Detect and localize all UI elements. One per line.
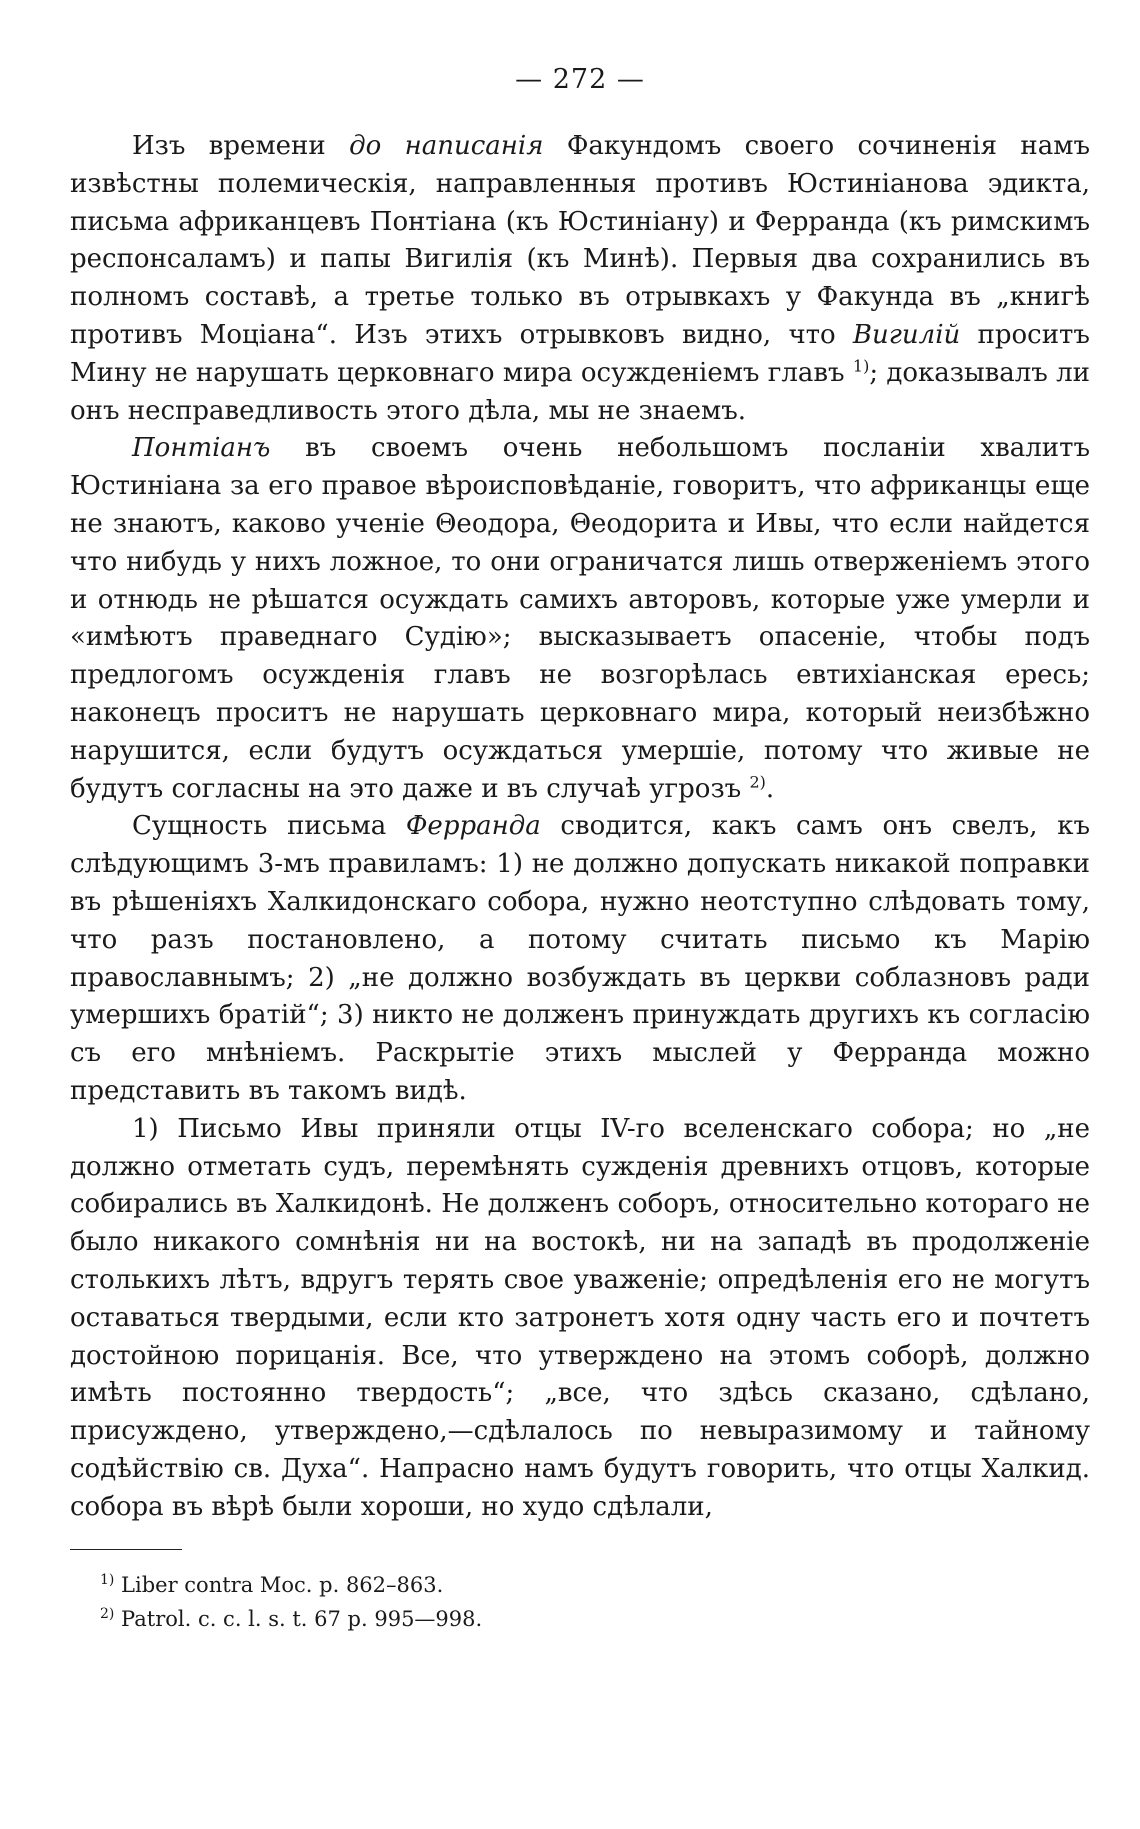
text-run: Сущность письма [132,811,406,842]
text-run: въ своемъ очень небольшомъ посланіи хвалитъ Юстиніана за его правое вѣроисповѣданіе, говоритъ, что африканцы еще не знаютъ, каково ученіе Θеодора, Θеодорита и Ивы, что если найдется что нибудь у нихъ ложное, то они ограничатся лишь отверженіемъ этого и отнюдь не рѣшатся осуждать самихъ авторовъ, которые уже умерли и «имѣютъ праведнаго Судію»; высказываетъ опасеніе, чтобы подъ предлогомъ осужденія главъ не возгорѣлась евтихіанская ересь; наконецъ проситъ не нарушать церковнаго мира, который неизбѣжно нарушится, если будутъ осуждаться умершіе, потому что живые не будутъ согласны на это даже и въ случаѣ угрозъ [70,433,1090,804]
text-run: Изъ времени [132,131,350,161]
footnotes [70,1568,1090,1636]
footnote-text: Patrol. c. c. l. s. t. 67 p. 995—998. [114,1607,483,1632]
text-run: Факундомъ своего сочиненія намъ извѣстны полемическія, направленныя противъ Юстиніанова эдикта, письма африканцевъ Понтіана (къ Юстиніану) и Ферранда (къ римскимъ респонсаламъ) и папы Вигилія (къ Минѣ). Первыя два сохранились въ полномъ составѣ, а третье только въ отрывкахъ у Факунда въ „книгѣ противъ Моціана“. Изъ этихъ отрывковъ видно, что [70,131,1090,350]
italic-phrase: до написанія [349,131,544,161]
body-text [70,128,1090,1526]
text-run: проситъ Мину не нарушать церковнаго мира осужденіемъ главъ [70,319,1090,388]
italic-phrase: Понтіанъ [132,433,271,464]
italic-phrase: Ферранда [405,811,541,842]
footnote-reference: 1) [852,356,870,376]
footnote-divider [70,1549,182,1550]
footnote [100,1568,1090,1602]
footnote-marker: 1) [100,1572,115,1589]
text-run: сводится, какъ самъ онъ свелъ, къ слѣдующимъ 3-мъ правиламъ: 1) не должно допускать никакой поправки въ рѣшеніяхъ Халкидонскаго собора, нужно неотступно слѣдовать тому, что разъ постановлено, а потому считать письмо къ Марію православнымъ; 2) „не должно возбуждать въ церкви соблазновъ ради умершихъ братій“; 3) никто не долженъ принуждать другихъ къ согласію съ его мнѣніемъ. Раскрытіе этихъ мыслей у Ферранда можно представить въ такомъ видѣ. [70,811,1090,1106]
paragraph [70,808,1090,1110]
book-page [70,60,1090,1810]
italic-phrase: Вигилій [852,319,961,350]
paragraph [70,430,1090,808]
text-run: ; доказывалъ ли онъ несправедливость этого дѣла, мы не знаемъ. [70,357,1090,426]
text-run: . [765,773,775,804]
paragraph [70,128,1090,430]
footnote-text: Liber contra Moc. p. 862–863. [114,1573,444,1598]
text-run: 1) Письмо Ивы приняли отцы IV-го вселенскаго собора; но „не должно отметать судъ, перемѣнять сужденія древнихъ отцовъ, которые собирались въ Халкидонѣ. Не долженъ соборъ, относительно котораго не было никакого сомнѣнія ни на востокѣ, ни на западѣ въ продолженіе столькихъ лѣтъ, вдругъ терять свое уваженіе; опредѣленія его не могутъ оставаться твердыми, если кто затронетъ хотя одну часть его и почтетъ достойною порицанія. Все, что утверждено на этомъ соборѣ, должно имѣть постоянно твердость“; „все, что здѣсь сказано, сдѣлано, присуждено, утверждено,—сдѣлалось по невыразимому и тайному содѣйствію св. Духа“. Напрасно намъ будутъ говорить, что отцы Халкид. собора въ вѣрѣ были хороши, но худо сдѣлали, [70,1113,1090,1522]
page-number: — 272 — [515,64,645,95]
footnote-reference: 2) [749,771,766,791]
footnote [100,1602,1090,1636]
paragraph [70,1111,1090,1527]
footnote-marker: 2) [100,1606,115,1623]
